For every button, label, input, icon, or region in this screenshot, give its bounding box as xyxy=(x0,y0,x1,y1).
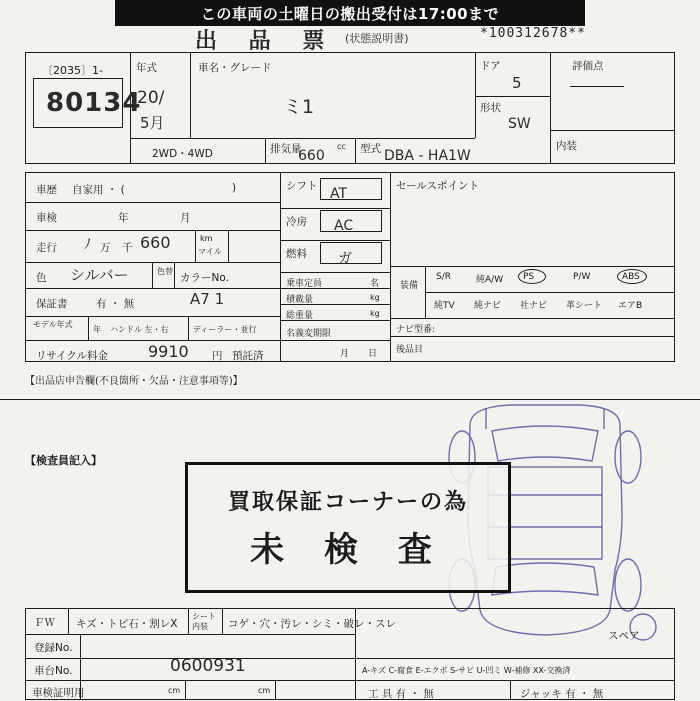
recycle-value: 9910 xyxy=(148,342,189,361)
fw-items: キズ・トビ石・割レX xyxy=(76,618,178,630)
eval-label: 評価点 xyxy=(572,60,604,72)
drive-label: 2WD・4WD xyxy=(152,148,213,160)
register-no-label: 登録No. xyxy=(34,642,73,654)
divider xyxy=(390,336,675,337)
dealer-label: ディーラー・並行 xyxy=(193,325,257,334)
equip-social-navi: 社ナビ xyxy=(520,301,548,311)
divider xyxy=(425,292,675,293)
expiry-label: 名義変期限 xyxy=(286,329,332,339)
divider xyxy=(25,316,280,317)
divider xyxy=(185,680,186,700)
page-subtitle: (状態説明書) xyxy=(345,32,409,45)
load-unit: kg xyxy=(370,293,380,302)
divider xyxy=(550,52,551,164)
model-year-label: モデル年式 xyxy=(33,320,73,329)
divider xyxy=(88,316,89,340)
mileage-value: ﾉ xyxy=(84,237,91,253)
equip-pw: P/W xyxy=(573,272,591,282)
ac-value: AC xyxy=(334,218,354,234)
equip-leather: 革シート xyxy=(566,301,603,311)
divider xyxy=(190,52,191,138)
divider xyxy=(475,52,476,138)
eval-underline xyxy=(570,86,624,87)
divider xyxy=(188,608,189,634)
banner-left-filler xyxy=(0,0,115,26)
divider xyxy=(195,230,196,262)
color-change-label: 色替 xyxy=(157,267,173,276)
lot-number-box xyxy=(33,78,123,128)
year-value-1: 20/ xyxy=(137,88,165,108)
cert-label: 車検証明用 xyxy=(32,687,85,699)
shape-label: 形状 xyxy=(480,102,501,114)
fuel-box xyxy=(320,242,382,264)
chassis-no-value: 0600931 xyxy=(170,656,246,676)
inspection-month: 月 xyxy=(180,212,191,224)
inspection-label: 車検 xyxy=(36,212,57,224)
weight-unit: kg xyxy=(370,309,380,318)
stamp-line-2: 未 検 査 xyxy=(250,529,446,570)
interior-label: 内装 xyxy=(556,140,577,152)
note-label: 【出品店申告欄(不良箇所・欠品・注意事項等)】 xyxy=(25,376,243,387)
ac-box xyxy=(320,210,382,232)
displacement-label: 排気量 xyxy=(270,143,302,155)
mileage-km: km xyxy=(200,234,213,243)
divider xyxy=(188,316,189,340)
equip-label: 装備 xyxy=(400,281,419,291)
damage-legend: A-キズ C-腐食 E-エクボ S-サビ U-凹ミ W-補修 XX-交換済 xyxy=(362,666,571,675)
divider xyxy=(390,318,675,319)
shift-box xyxy=(320,178,382,200)
recycle-paid: 預託済 xyxy=(232,350,264,362)
fuel-value: ガ xyxy=(338,251,352,267)
model-year-year: 年 xyxy=(93,325,101,334)
divider xyxy=(275,680,276,700)
capacity-label: 乗車定員 xyxy=(286,279,323,289)
divider xyxy=(25,202,280,203)
chassis-no-label: 車台No. xyxy=(34,665,73,677)
lot-code: 〔2035〕1- xyxy=(42,64,103,77)
door-value: 5 xyxy=(512,74,522,92)
divider xyxy=(222,608,223,634)
divider xyxy=(280,208,390,209)
warranty-label: 保証書 xyxy=(36,298,68,310)
door-label: ドア xyxy=(480,60,501,72)
recycle-unit: 円 xyxy=(212,350,223,362)
equip-abs: ABS xyxy=(622,272,640,282)
equip-sr: S/R xyxy=(436,272,451,282)
equip-tv: 純TV xyxy=(434,301,455,311)
divider xyxy=(390,172,391,362)
warranty-value: 有 ・ 無 xyxy=(96,298,135,310)
banner-right-filler xyxy=(585,0,700,26)
mileage-sen: 千 xyxy=(122,242,133,254)
tools-label: 工 具 有 ・ 無 xyxy=(368,688,434,700)
divider xyxy=(355,138,356,164)
jack-label: ジャッキ 有 ・ 無 xyxy=(520,688,604,700)
year-label: 年式 xyxy=(136,62,157,74)
divider xyxy=(68,608,69,634)
shape-value: SW xyxy=(508,116,531,132)
divider xyxy=(130,138,475,139)
page-title: 出 品 票 xyxy=(195,29,337,54)
divider xyxy=(25,230,280,231)
inspection-stamp xyxy=(185,462,511,593)
color-label: 色 xyxy=(36,272,47,284)
expiry-day: 日 xyxy=(368,349,378,359)
divider xyxy=(25,680,675,681)
color-no-label: カラーNo. xyxy=(180,272,229,284)
color-value: シルバー xyxy=(70,266,129,284)
divider xyxy=(280,272,390,273)
equip-label-2 xyxy=(400,294,403,304)
cm-unit-1: cm xyxy=(168,686,181,695)
recycle-label: リサイクル料金 xyxy=(36,350,109,362)
fw-label: ＦＷ xyxy=(34,617,55,629)
inspection-year: 年 xyxy=(118,212,129,224)
divider xyxy=(390,266,675,267)
cm-unit-2: cm xyxy=(258,686,271,695)
divider xyxy=(550,130,675,131)
lot-number: 80134 xyxy=(46,88,142,118)
year-value-2: 5月 xyxy=(140,114,165,132)
sales-point-label: セールスポイント xyxy=(396,180,480,192)
shift-value: AT xyxy=(330,186,348,202)
divider xyxy=(280,240,390,241)
equip-abs-circle xyxy=(617,269,647,284)
after-parts-label: 後品目 xyxy=(396,345,424,355)
name-grade-value: ミ1 xyxy=(283,96,315,118)
model-value: DBA - HA1W xyxy=(384,148,471,164)
divider xyxy=(152,262,153,288)
seat-label: シート内装 xyxy=(192,612,216,631)
divider xyxy=(25,288,280,289)
seat-items: コゲ・穴・汚レ・シミ・破レ・スレ xyxy=(228,618,396,630)
divider xyxy=(174,262,175,288)
displacement-value: 660 xyxy=(298,148,325,164)
equip-aw: 純A/W xyxy=(476,275,504,285)
top-banner: この車両の土曜日の搬出受付は17:00まで xyxy=(115,0,585,26)
history-close: ) xyxy=(232,182,237,194)
equip-navi: 純ナビ xyxy=(474,301,502,311)
mileage-handwritten: 660 xyxy=(140,233,171,252)
name-grade-label: 車名・グレード xyxy=(198,62,272,74)
expiry-month: 月 xyxy=(340,349,350,359)
nav-model-label: ナビ型番: xyxy=(396,325,436,335)
equip-ps: PS xyxy=(523,272,535,282)
equip-ps-circle xyxy=(518,269,546,284)
stamp-line-1: 買取保証コーナーの為 xyxy=(227,489,468,515)
spare-label: スペア xyxy=(608,630,640,642)
model-label: 型式 xyxy=(360,143,381,155)
divider xyxy=(25,658,675,659)
history-value: 自家用 ・ ( xyxy=(72,184,125,196)
divider xyxy=(510,680,511,700)
divider xyxy=(265,138,266,164)
displacement-unit: cc xyxy=(337,142,346,151)
equip-airbag: エアB xyxy=(618,301,643,311)
history-label: 車歴 xyxy=(36,184,57,196)
fuel-label: 燃料 xyxy=(286,248,307,260)
mileage-label: 走行 xyxy=(36,242,57,254)
divider xyxy=(280,340,390,341)
capacity-unit: 名 xyxy=(370,279,380,289)
weight-label: 総重量 xyxy=(286,311,314,321)
warranty-handwritten: A7 1 xyxy=(190,290,225,308)
barcode-text: *100312678** xyxy=(480,26,586,41)
mileage-mile: マイル xyxy=(198,247,222,256)
mileage-man: 万 xyxy=(100,242,111,254)
divider xyxy=(280,172,281,362)
ac-label: 冷房 xyxy=(286,216,307,228)
divider xyxy=(228,230,229,262)
inspector-title: 【検査員記入】 xyxy=(25,454,102,467)
handle-label: ハンドル 左・右 xyxy=(110,325,169,334)
divider xyxy=(475,96,550,97)
shift-label: シフト xyxy=(286,180,318,192)
divider xyxy=(25,634,355,635)
load-label: 積載量 xyxy=(286,295,314,305)
divider xyxy=(25,340,280,341)
